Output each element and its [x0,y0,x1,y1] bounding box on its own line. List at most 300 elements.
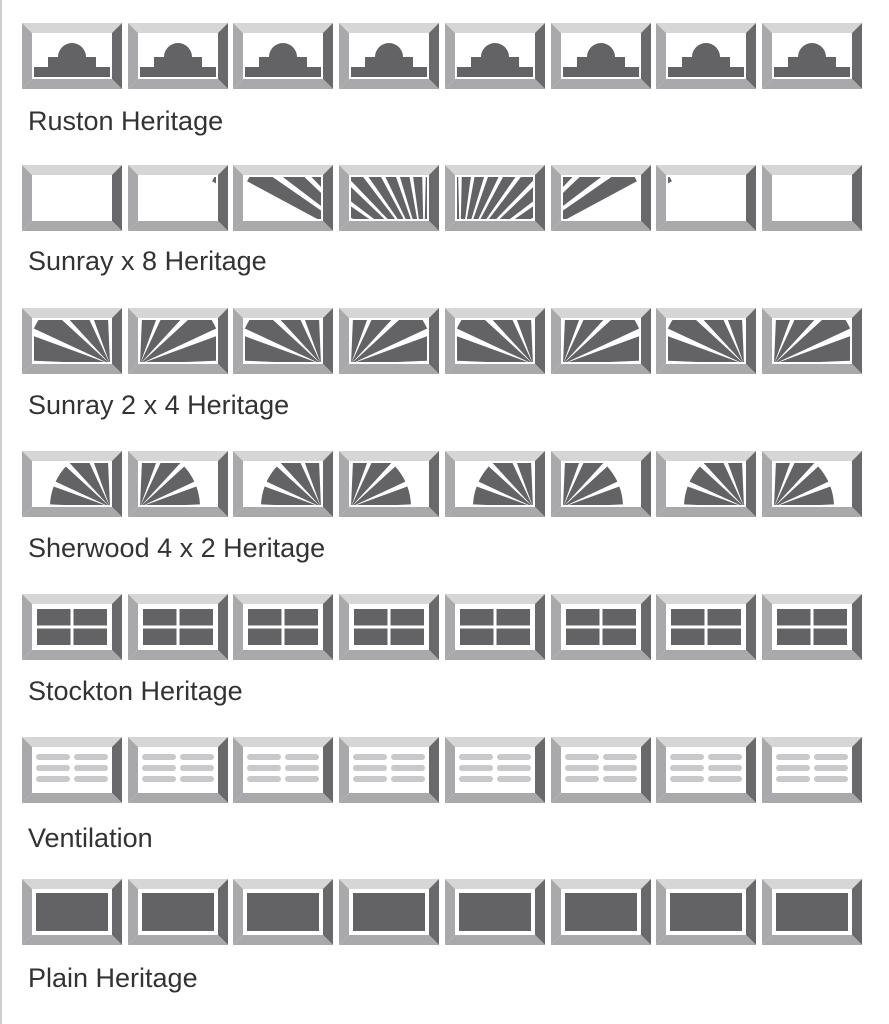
frame-bottom [233,935,333,945]
window-panel [233,451,333,517]
window-panel [22,451,122,517]
window-panel [128,308,228,374]
frame-bottom [656,79,756,89]
window-panel [762,594,862,660]
glass-pane [32,175,112,221]
frame-left [762,594,772,660]
frame-left [128,594,138,660]
window-panel [445,451,545,517]
frame-top [762,451,862,461]
frame-bottom [128,935,228,945]
window-panel [233,308,333,374]
frame-top [445,879,545,889]
grid-light [285,609,319,626]
vent-slot [247,776,281,782]
window-panel [233,879,333,945]
window-panel [128,594,228,660]
frame-left [551,308,561,374]
frame-top [762,165,862,175]
plain-pane [565,893,637,931]
frame-top [233,879,333,889]
grid-light [354,609,388,626]
window-panel [551,594,651,660]
frame-right [852,451,862,517]
window-panel [656,451,756,517]
vent-slot [36,754,70,760]
frame-bottom [656,507,756,517]
style-label: Plain Heritage [28,963,198,993]
frame-right [535,594,545,660]
frame-top [128,879,228,889]
frame-bottom [339,793,439,803]
frame-right [218,451,228,517]
window-panel [551,308,651,374]
frame-bottom [762,364,862,374]
frame-right [535,879,545,945]
frame-right [323,879,333,945]
vent-slot [285,754,319,760]
grid-light [496,629,530,646]
frame-top [233,308,333,318]
frame-bottom [128,507,228,517]
window-panel [551,879,651,945]
frame-top [551,451,651,461]
panel-strip [22,879,867,945]
frame-left [551,737,561,803]
grid-light [179,629,213,646]
frame-left [128,737,138,803]
frame-right [641,165,651,231]
grid-light [566,609,600,626]
frame-bottom [656,221,756,231]
window-panel [128,451,228,517]
frame-right [323,23,333,89]
frame-left [762,23,772,89]
vent-slot [565,765,599,771]
frame-right [112,879,122,945]
frame-right [323,308,333,374]
frame-bottom [551,793,651,803]
grid-light [813,609,847,626]
frame-right [535,165,545,231]
glass-pane [666,175,746,221]
vent-slot [565,754,599,760]
style-label: Ruston Heritage [28,106,224,136]
frame-right [746,594,756,660]
window-panel [762,451,862,517]
frame-bottom [22,935,122,945]
frame-left [233,737,243,803]
glass-pattern [247,893,319,931]
frame-right [535,451,545,517]
frame-right [852,594,862,660]
frame-bottom [656,650,756,660]
grid-light [813,629,847,646]
window-panel [445,23,545,89]
window-panel [762,23,862,89]
panel-strip [22,594,867,660]
frame-bottom [551,935,651,945]
frame-left [445,165,455,231]
frame-right [112,308,122,374]
frame-top [551,165,651,175]
frame-bottom [128,364,228,374]
vent-slot [497,765,531,771]
frame-top [22,308,122,318]
frame-bottom [233,221,333,231]
frame-left [339,308,349,374]
grid-light [391,609,425,626]
frame-left [339,594,349,660]
frame-bottom [551,364,651,374]
grid-light [37,629,71,646]
frame-top [656,737,756,747]
frame-top [551,23,651,33]
frame-top [128,594,228,604]
frame-bottom [22,221,122,231]
frame-top [339,165,439,175]
window-panel [445,879,545,945]
frame-top [445,308,545,318]
vent-slot [353,765,387,771]
window-panel [656,879,756,945]
frame-left [22,594,32,660]
grid-light [143,609,177,626]
panel-strip [22,451,867,517]
window-panel [656,737,756,803]
frame-top [339,23,439,33]
frame-top [128,23,228,33]
panel-strip [22,737,867,803]
frame-left [22,737,32,803]
frame-left [128,23,138,89]
vent-slot [142,765,176,771]
frame-right [852,737,862,803]
frame-right [852,165,862,231]
grid-light [777,609,811,626]
frame-top [339,308,439,318]
frame-right [429,594,439,660]
frame-bottom [128,79,228,89]
frame-right [112,451,122,517]
frame-top [339,879,439,889]
frame-top [128,737,228,747]
glass-pattern [459,893,531,931]
frame-left [656,165,666,231]
vent-slot [285,765,319,771]
frame-bottom [445,79,545,89]
vent-slot [497,754,531,760]
glass-pattern [670,893,742,931]
vent-slot [814,776,848,782]
window-panel [762,308,862,374]
window-panel [656,23,756,89]
grid-light [460,629,494,646]
frame-right [641,308,651,374]
frame-bottom [445,935,545,945]
frame-left [762,879,772,945]
frame-bottom [551,221,651,231]
frame-top [128,451,228,461]
panel-strip [22,165,867,231]
frame-left [551,23,561,89]
frame-bottom [22,507,122,517]
glass-pattern [36,893,108,931]
frame-bottom [762,507,862,517]
frame-top [762,879,862,889]
vent-slot [603,754,637,760]
frame-right [852,308,862,374]
frame-left [233,308,243,374]
window-panel [656,308,756,374]
frame-top [762,737,862,747]
frame-top [128,308,228,318]
frame-right [323,451,333,517]
frame-left [22,165,32,231]
frame-right [218,23,228,89]
frame-right [641,737,651,803]
glass-pattern [565,893,637,931]
vent-slot [180,765,214,771]
grid-light [602,609,636,626]
frame-right [535,737,545,803]
frame-right [746,879,756,945]
vent-slot [670,776,704,782]
frame-left [762,451,772,517]
frame-bottom [445,221,545,231]
frame-top [22,23,122,33]
window-panel [22,308,122,374]
style-label: Sherwood 4 x 2 Heritage [28,533,326,563]
frame-right [746,451,756,517]
frame-left [339,165,349,231]
frame-bottom [233,793,333,803]
vent-slot [603,776,637,782]
frame-right [218,737,228,803]
frame-top [551,594,651,604]
glass-pane [772,175,852,221]
window-panel [339,165,439,231]
plain-pane [670,893,742,931]
frame-right [112,594,122,660]
vent-slot [708,776,742,782]
vent-slot [36,776,70,782]
grid-light [602,629,636,646]
frame-top [233,23,333,33]
plain-pane [459,893,531,931]
grid-light [248,609,282,626]
vent-slot [670,754,704,760]
frame-bottom [551,79,651,89]
vent-slot [285,776,319,782]
frame-right [641,594,651,660]
frame-top [656,879,756,889]
frame-bottom [762,793,862,803]
frame-right [323,165,333,231]
frame-left [551,879,561,945]
style-label: Sunray 2 x 4 Heritage [28,390,290,420]
frame-top [551,879,651,889]
grid-light [248,629,282,646]
frame-bottom [22,79,122,89]
frame-left [22,308,32,374]
vent-slot [353,754,387,760]
window-panel [233,594,333,660]
grid-light [496,609,530,626]
grid-light [285,629,319,646]
frame-right [535,308,545,374]
vent-slot [74,765,108,771]
plain-pane [36,893,108,931]
frame-bottom [445,364,545,374]
grid-light [354,629,388,646]
frame-bottom [233,507,333,517]
grid-light [74,629,108,646]
frame-top [233,451,333,461]
frame-bottom [128,793,228,803]
frame-bottom [762,650,862,660]
vent-slot [180,754,214,760]
frame-left [128,165,138,231]
frame-bottom [339,650,439,660]
vent-slot [36,765,70,771]
frame-left [656,308,666,374]
vent-slot [74,754,108,760]
window-panel [339,23,439,89]
frame-right [429,308,439,374]
panel-strip [22,23,867,89]
grid-light [708,609,742,626]
frame-right [746,737,756,803]
frame-top [22,879,122,889]
frame-left [551,451,561,517]
frame-bottom [762,221,862,231]
window-panel [762,879,862,945]
frame-right [641,23,651,89]
window-panel [551,165,651,231]
frame-right [852,879,862,945]
style-label: Sunray x 8 Heritage [28,246,267,276]
window-panel [128,737,228,803]
vent-slot [247,765,281,771]
frame-top [656,165,756,175]
frame-right [429,23,439,89]
frame-top [551,308,651,318]
frame-left [233,594,243,660]
window-panel [339,308,439,374]
vent-slot [391,754,425,760]
frame-bottom [339,221,439,231]
frame-right [323,737,333,803]
frame-left [339,23,349,89]
vent-slot [776,776,810,782]
frame-top [22,737,122,747]
vent-slot [142,754,176,760]
frame-right [535,23,545,89]
plain-pane [776,893,848,931]
frame-bottom [233,79,333,89]
frame-right [429,165,439,231]
frame-left [339,451,349,517]
frame-top [339,451,439,461]
frame-bottom [339,79,439,89]
vent-slot [459,776,493,782]
frame-top [339,594,439,604]
vent-slot [74,776,108,782]
frame-top [762,23,862,33]
frame-right [218,308,228,374]
frame-left [445,451,455,517]
grid-light [391,629,425,646]
window-panel [233,165,333,231]
frame-left [656,451,666,517]
frame-right [852,23,862,89]
window-panel [445,737,545,803]
window-panel [656,165,756,231]
frame-bottom [339,364,439,374]
window-panel [233,23,333,89]
frame-left [22,451,32,517]
frame-top [762,308,862,318]
window-panel [551,23,651,89]
frame-right [641,879,651,945]
frame-right [218,594,228,660]
frame-right [746,23,756,89]
frame-left [762,308,772,374]
frame-left [445,594,455,660]
frame-top [445,737,545,747]
frame-bottom [551,507,651,517]
window-panel [22,165,122,231]
frame-right [746,165,756,231]
vent-slot [776,754,810,760]
frame-top [656,23,756,33]
frame-left [445,879,455,945]
grid-light [460,609,494,626]
grid-light [566,629,600,646]
style-label: Ventilation [28,823,153,853]
style-label: Stockton Heritage [28,676,243,706]
frame-left [656,737,666,803]
window-panel [128,23,228,89]
grid-light [708,629,742,646]
frame-left [762,165,772,231]
grid-light [37,609,71,626]
vent-slot [142,776,176,782]
frame-left [339,879,349,945]
grid-light [777,629,811,646]
window-panel [445,165,545,231]
frame-top [22,451,122,461]
frame-right [746,308,756,374]
frame-left [128,879,138,945]
vent-slot [180,776,214,782]
window-panel [128,879,228,945]
frame-left [445,308,455,374]
window-panel [762,165,862,231]
frame-right [429,737,439,803]
frame-top [22,594,122,604]
frame-bottom [551,650,651,660]
frame-top [551,737,651,747]
frame-left [128,308,138,374]
vent-slot [814,754,848,760]
frame-left [445,737,455,803]
grid-light [671,629,705,646]
grid-light [143,629,177,646]
frame-bottom [233,650,333,660]
vent-slot [247,754,281,760]
